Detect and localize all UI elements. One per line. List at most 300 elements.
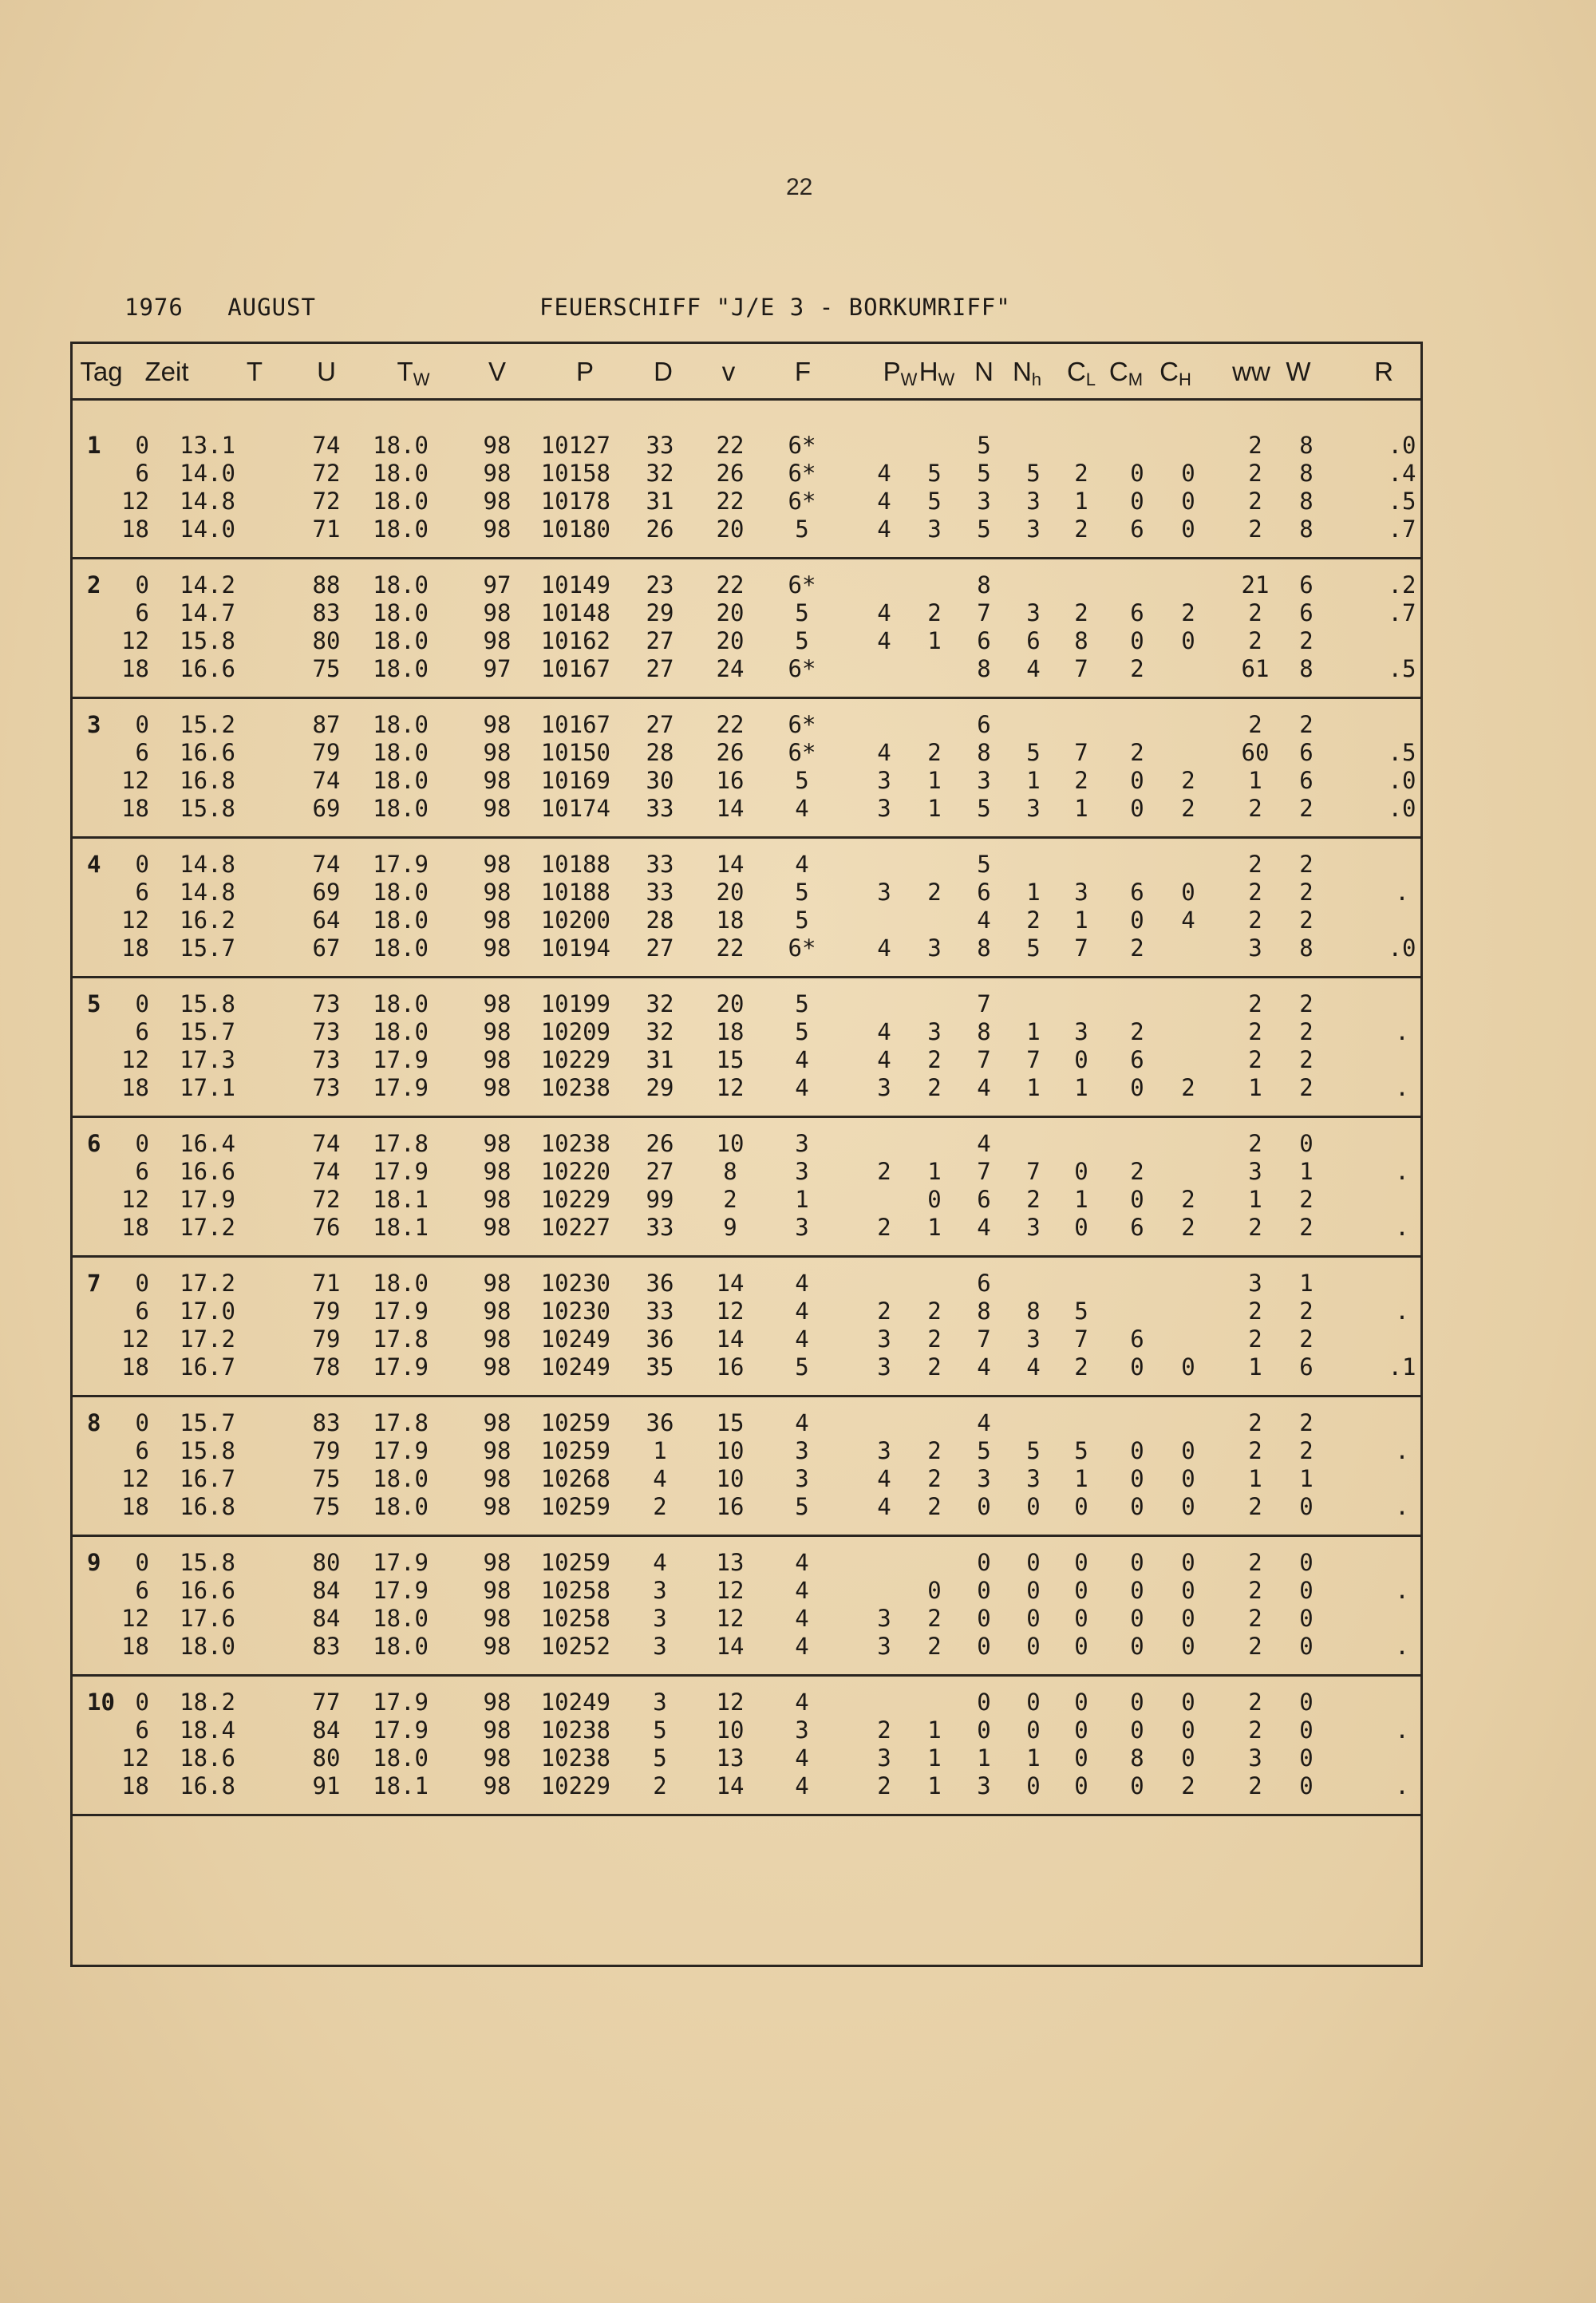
cell-d: 3: [653, 1605, 667, 1632]
cell-nh: 7: [1026, 1158, 1041, 1185]
cell-n: 8: [977, 934, 991, 962]
cell-pw: 3: [877, 1353, 891, 1381]
cell-vel: 16: [716, 767, 745, 794]
cell-f: 4: [795, 795, 809, 822]
cell-pw: 2: [877, 1214, 891, 1241]
cell-v: 98: [483, 1465, 512, 1492]
cell-hw: 2: [927, 1046, 942, 1073]
cell-vel: 22: [716, 571, 745, 598]
cell-ww: 3: [1248, 934, 1262, 962]
cell-w: 0: [1299, 1772, 1314, 1799]
cell-vel: 20: [716, 599, 745, 626]
cell-cm: 0: [1130, 1605, 1144, 1632]
cell-ch: 0: [1181, 627, 1195, 654]
cell-ww: 2: [1248, 516, 1262, 543]
cell-ww: 1: [1248, 767, 1262, 794]
cell-v: 98: [483, 488, 512, 515]
column-header-f: F: [794, 357, 812, 386]
cell-cl: 1: [1074, 1465, 1088, 1492]
cell-v: 98: [483, 1353, 512, 1381]
cell-t: 16.2: [180, 907, 235, 934]
cell-vel: 10: [716, 1437, 745, 1464]
cell-p: 10227: [540, 1214, 610, 1241]
header-station: FEUERSCHIFF "J/E 3 - BORKUMRIFF": [539, 294, 1011, 321]
cell-n: 4: [977, 1353, 991, 1381]
cell-w: 2: [1299, 795, 1314, 822]
cell-vel: 13: [716, 1744, 745, 1772]
cell-n: 7: [977, 1158, 991, 1185]
cell-u: 80: [312, 1549, 341, 1576]
cell-v: 98: [483, 1214, 512, 1241]
cell-zeit: 18: [121, 934, 149, 962]
cell-ww: 2: [1248, 1409, 1262, 1436]
cell-tw: 18.0: [373, 488, 429, 515]
cell-d: 2: [653, 1493, 667, 1520]
column-header-d: D: [654, 357, 673, 386]
cell-zeit: 12: [121, 907, 149, 934]
cell-nh: 3: [1026, 1214, 1041, 1241]
cell-zeit: 18: [121, 1493, 149, 1520]
cell-cm: 6: [1130, 1046, 1144, 1073]
cell-p: 10174: [540, 795, 610, 822]
cell-pw: 3: [877, 795, 891, 822]
cell-n: 4: [977, 1214, 991, 1241]
cell-cl: 1: [1074, 488, 1088, 515]
cell-pw: 2: [877, 1298, 891, 1325]
cell-tw: 18.1: [373, 1772, 429, 1799]
cell-pw: 4: [877, 488, 891, 515]
cell-cl: 7: [1074, 934, 1088, 962]
cell-w: 0: [1299, 1744, 1314, 1772]
cell-t: 17.1: [180, 1074, 235, 1101]
cell-n: 6: [977, 627, 991, 654]
cell-n: 5: [977, 432, 991, 459]
cell-d: 4: [653, 1549, 667, 1576]
cell-tw: 17.9: [373, 1689, 429, 1716]
cell-t: 15.8: [180, 627, 235, 654]
cell-tw: 18.0: [373, 795, 429, 822]
cell-w: 0: [1299, 1689, 1314, 1716]
cell-u: 67: [312, 934, 341, 962]
cell-w: 6: [1299, 739, 1314, 766]
cell-u: 84: [312, 1577, 341, 1604]
cell-v: 98: [483, 1772, 512, 1799]
cell-w: 0: [1299, 1549, 1314, 1576]
cell-d: 36: [646, 1409, 674, 1436]
cell-cm: 8: [1130, 1744, 1144, 1772]
cell-cm: 0: [1130, 1633, 1144, 1660]
cell-r: .: [1395, 1298, 1409, 1325]
cell-p: 10199: [540, 990, 610, 1017]
cell-v: 98: [483, 1074, 512, 1101]
column-header-row: [73, 344, 1420, 401]
cell-w: 2: [1299, 711, 1314, 738]
cell-d: 27: [646, 1158, 674, 1185]
cell-tw: 17.9: [373, 851, 429, 878]
cell-v: 98: [483, 767, 512, 794]
cell-vel: 15: [716, 1409, 745, 1436]
cell-zeit: 12: [121, 1325, 149, 1353]
cell-d: 99: [646, 1186, 674, 1213]
cell-f: 5: [795, 1493, 809, 1520]
cell-t: 17.2: [180, 1325, 235, 1353]
cell-w: 6: [1299, 571, 1314, 598]
day-tag: 8: [87, 1409, 101, 1436]
cell-v: 98: [483, 934, 512, 962]
cell-n: 8: [977, 1018, 991, 1045]
cell-u: 71: [312, 1270, 341, 1297]
cell-f: 6*: [788, 711, 816, 738]
cell-ww: 2: [1248, 1018, 1262, 1045]
cell-cl: 0: [1074, 1046, 1088, 1073]
cell-tw: 18.1: [373, 1214, 429, 1241]
cell-vel: 22: [716, 711, 745, 738]
cell-zeit: 12: [121, 767, 149, 794]
cell-t: 15.8: [180, 990, 235, 1017]
cell-u: 79: [312, 1298, 341, 1325]
cell-tw: 17.8: [373, 1409, 429, 1436]
day-separator: [73, 1255, 1420, 1258]
cell-v: 98: [483, 1493, 512, 1520]
cell-nh: 0: [1026, 1633, 1041, 1660]
cell-w: 6: [1299, 599, 1314, 626]
cell-r: .7: [1388, 516, 1416, 543]
cell-zeit: 6: [135, 1577, 149, 1604]
cell-cm: 2: [1130, 934, 1144, 962]
cell-nh: 3: [1026, 599, 1041, 626]
column-header-ww: ww: [1232, 357, 1270, 386]
cell-w: 2: [1299, 990, 1314, 1017]
cell-u: 74: [312, 851, 341, 878]
cell-w: 8: [1299, 934, 1314, 962]
cell-r: .: [1395, 1074, 1409, 1101]
cell-zeit: 0: [135, 1130, 149, 1157]
cell-f: 3: [795, 1130, 809, 1157]
cell-cl: 8: [1074, 627, 1088, 654]
cell-vel: 12: [716, 1689, 745, 1716]
cell-ch: 2: [1181, 599, 1195, 626]
cell-n: 3: [977, 1772, 991, 1799]
cell-d: 33: [646, 851, 674, 878]
cell-ch: 0: [1181, 879, 1195, 906]
column-header-cm: $C_M$: [1108, 357, 1144, 389]
cell-tw: 18.0: [373, 711, 429, 738]
cell-nh: 0: [1026, 1716, 1041, 1744]
cell-p: 10220: [540, 1158, 610, 1185]
cell-v: 98: [483, 627, 512, 654]
cell-r: .: [1395, 1493, 1409, 1520]
cell-d: 5: [653, 1716, 667, 1744]
cell-u: 72: [312, 1186, 341, 1213]
cell-d: 35: [646, 1353, 674, 1381]
cell-cl: 7: [1074, 655, 1088, 682]
cell-pw: 4: [877, 1046, 891, 1073]
cell-v: 98: [483, 1186, 512, 1213]
cell-d: 29: [646, 599, 674, 626]
cell-ch: 0: [1181, 1437, 1195, 1464]
cell-w: 2: [1299, 1018, 1314, 1045]
cell-nh: 0: [1026, 1493, 1041, 1520]
cell-p: 10252: [540, 1633, 610, 1660]
cell-u: 75: [312, 1465, 341, 1492]
cell-ww: 2: [1248, 851, 1262, 878]
cell-r: .5: [1388, 739, 1416, 766]
cell-hw: 1: [927, 1214, 942, 1241]
cell-v: 98: [483, 711, 512, 738]
cell-ww: 2: [1248, 599, 1262, 626]
cell-cm: 0: [1130, 1074, 1144, 1101]
cell-ww: 2: [1248, 627, 1262, 654]
cell-f: 5: [795, 879, 809, 906]
cell-p: 10259: [540, 1437, 610, 1464]
cell-ch: 2: [1181, 1214, 1195, 1241]
cell-t: 17.0: [180, 1298, 235, 1325]
cell-n: 6: [977, 879, 991, 906]
cell-cm: 0: [1130, 907, 1144, 934]
cell-p: 10238: [540, 1744, 610, 1772]
cell-p: 10230: [540, 1270, 610, 1297]
cell-hw: 0: [927, 1186, 942, 1213]
cell-v: 98: [483, 1689, 512, 1716]
cell-ch: 0: [1181, 1744, 1195, 1772]
cell-p: 10162: [540, 627, 610, 654]
cell-cl: 0: [1074, 1577, 1088, 1604]
cell-vel: 20: [716, 879, 745, 906]
cell-n: 8: [977, 1298, 991, 1325]
day-tag: 4: [87, 851, 101, 878]
cell-vel: 10: [716, 1716, 745, 1744]
cell-r: .: [1395, 1772, 1409, 1799]
cell-zeit: 18: [121, 1353, 149, 1381]
cell-t: 16.7: [180, 1465, 235, 1492]
cell-v: 98: [483, 460, 512, 487]
cell-tw: 18.0: [373, 990, 429, 1017]
cell-nh: 8: [1026, 1298, 1041, 1325]
cell-vel: 16: [716, 1493, 745, 1520]
cell-nh: 5: [1026, 460, 1041, 487]
cell-cm: 0: [1130, 767, 1144, 794]
cell-ww: 2: [1248, 879, 1262, 906]
cell-f: 5: [795, 907, 809, 934]
cell-cl: 2: [1074, 599, 1088, 626]
cell-d: 36: [646, 1325, 674, 1353]
cell-f: 5: [795, 627, 809, 654]
cell-v: 98: [483, 1437, 512, 1464]
cell-cl: 0: [1074, 1689, 1088, 1716]
day-tag: 5: [87, 990, 101, 1017]
cell-w: 0: [1299, 1577, 1314, 1604]
cell-cm: 2: [1130, 655, 1144, 682]
cell-u: 72: [312, 488, 341, 515]
day-tag: 6: [87, 1130, 101, 1157]
cell-f: 5: [795, 990, 809, 1017]
cell-ww: 60: [1241, 739, 1270, 766]
cell-ch: 0: [1181, 1353, 1195, 1381]
cell-f: 4: [795, 1409, 809, 1436]
cell-nh: 6: [1026, 627, 1041, 654]
cell-v: 98: [483, 1046, 512, 1073]
cell-p: 10150: [540, 739, 610, 766]
cell-tw: 18.0: [373, 767, 429, 794]
cell-zeit: 12: [121, 1046, 149, 1073]
cell-r: .4: [1388, 460, 1416, 487]
cell-d: 28: [646, 907, 674, 934]
cell-zeit: 6: [135, 1298, 149, 1325]
cell-w: 8: [1299, 516, 1314, 543]
day-tag: 2: [87, 571, 101, 598]
cell-hw: 1: [927, 1158, 942, 1185]
cell-vel: 2: [723, 1186, 737, 1213]
cell-u: 79: [312, 739, 341, 766]
cell-n: 0: [977, 1689, 991, 1716]
cell-r: .7: [1388, 599, 1416, 626]
cell-w: 0: [1299, 1493, 1314, 1520]
cell-w: 2: [1299, 1325, 1314, 1353]
cell-cl: 1: [1074, 1074, 1088, 1101]
cell-t: 16.6: [180, 739, 235, 766]
cell-w: 8: [1299, 488, 1314, 515]
cell-f: 5: [795, 516, 809, 543]
cell-cm: 0: [1130, 1465, 1144, 1492]
cell-t: 14.8: [180, 488, 235, 515]
cell-tw: 18.0: [373, 571, 429, 598]
cell-n: 0: [977, 1633, 991, 1660]
cell-t: 18.6: [180, 1744, 235, 1772]
cell-zeit: 12: [121, 1605, 149, 1632]
cell-p: 10229: [540, 1772, 610, 1799]
cell-ch: 4: [1181, 907, 1195, 934]
cell-ch: 2: [1181, 1772, 1195, 1799]
cell-r: .0: [1388, 432, 1416, 459]
cell-pw: 3: [877, 1325, 891, 1353]
cell-d: 27: [646, 655, 674, 682]
cell-d: 23: [646, 571, 674, 598]
cell-vel: 14: [716, 1633, 745, 1660]
day-tag: 9: [87, 1549, 101, 1576]
cell-r: .5: [1388, 488, 1416, 515]
cell-d: 5: [653, 1744, 667, 1772]
cell-zeit: 0: [135, 990, 149, 1017]
cell-zeit: 6: [135, 1716, 149, 1744]
column-header-zeit: Zeit: [144, 357, 189, 386]
cell-ww: 2: [1248, 1689, 1262, 1716]
cell-u: 69: [312, 795, 341, 822]
cell-t: 14.0: [180, 460, 235, 487]
cell-t: 13.1: [180, 432, 235, 459]
cell-p: 10167: [540, 655, 610, 682]
cell-vel: 14: [716, 851, 745, 878]
cell-v: 98: [483, 1605, 512, 1632]
cell-vel: 22: [716, 488, 745, 515]
cell-t: 14.2: [180, 571, 235, 598]
cell-cl: 0: [1074, 1158, 1088, 1185]
cell-zeit: 6: [135, 599, 149, 626]
day-separator: [73, 557, 1420, 559]
cell-cl: 2: [1074, 1353, 1088, 1381]
cell-n: 7: [977, 599, 991, 626]
cell-p: 10158: [540, 460, 610, 487]
cell-ch: 0: [1181, 1716, 1195, 1744]
cell-cm: 0: [1130, 460, 1144, 487]
cell-zeit: 12: [121, 627, 149, 654]
cell-d: 3: [653, 1689, 667, 1716]
cell-nh: 5: [1026, 934, 1041, 962]
cell-vel: 22: [716, 934, 745, 962]
column-header-pw: $P_W$: [883, 357, 918, 389]
cell-tw: 17.9: [373, 1549, 429, 1576]
cell-ch: 0: [1181, 1633, 1195, 1660]
cell-cm: 2: [1130, 1018, 1144, 1045]
cell-tw: 18.0: [373, 1744, 429, 1772]
cell-n: 3: [977, 1465, 991, 1492]
cell-ww: 3: [1248, 1744, 1262, 1772]
cell-tw: 18.0: [373, 1465, 429, 1492]
cell-vel: 12: [716, 1605, 745, 1632]
cell-hw: 3: [927, 934, 942, 962]
cell-nh: 3: [1026, 488, 1041, 515]
cell-v: 98: [483, 739, 512, 766]
cell-r: .2: [1388, 571, 1416, 598]
cell-nh: 1: [1026, 879, 1041, 906]
cell-v: 98: [483, 795, 512, 822]
cell-p: 10259: [540, 1549, 610, 1576]
cell-r: .: [1395, 1437, 1409, 1464]
cell-p: 10148: [540, 599, 610, 626]
cell-t: 15.8: [180, 1549, 235, 1576]
cell-tw: 17.9: [373, 1716, 429, 1744]
cell-cm: 0: [1130, 1689, 1144, 1716]
cell-ww: 3: [1248, 1158, 1262, 1185]
cell-ch: 0: [1181, 1465, 1195, 1492]
cell-u: 83: [312, 1409, 341, 1436]
cell-d: 27: [646, 934, 674, 962]
cell-n: 7: [977, 1325, 991, 1353]
cell-ww: 2: [1248, 1577, 1262, 1604]
cell-cl: 0: [1074, 1716, 1088, 1744]
column-header-hw: $H_W$: [918, 357, 955, 389]
cell-p: 10194: [540, 934, 610, 962]
cell-cm: 0: [1130, 1186, 1144, 1213]
cell-v: 98: [483, 1744, 512, 1772]
cell-ww: 2: [1248, 1493, 1262, 1520]
cell-u: 73: [312, 1074, 341, 1101]
cell-p: 10230: [540, 1298, 610, 1325]
cell-t: 16.7: [180, 1353, 235, 1381]
cell-u: 74: [312, 1158, 341, 1185]
cell-cl: 0: [1074, 1744, 1088, 1772]
cell-cm: 2: [1130, 1158, 1144, 1185]
cell-pw: 4: [877, 599, 891, 626]
cell-p: 10238: [540, 1130, 610, 1157]
cell-u: 75: [312, 655, 341, 682]
cell-cm: 0: [1130, 488, 1144, 515]
cell-u: 80: [312, 627, 341, 654]
cell-ww: 2: [1248, 990, 1262, 1017]
cell-w: 8: [1299, 655, 1314, 682]
cell-d: 33: [646, 1214, 674, 1241]
cell-d: 33: [646, 1298, 674, 1325]
cell-w: 2: [1299, 907, 1314, 934]
cell-d: 33: [646, 795, 674, 822]
cell-hw: 1: [927, 795, 942, 822]
cell-ww: 2: [1248, 1549, 1262, 1576]
cell-ww: 2: [1248, 432, 1262, 459]
cell-f: 4: [795, 1270, 809, 1297]
cell-n: 3: [977, 767, 991, 794]
cell-n: 1: [977, 1744, 991, 1772]
cell-tw: 18.0: [373, 516, 429, 543]
cell-t: 17.3: [180, 1046, 235, 1073]
